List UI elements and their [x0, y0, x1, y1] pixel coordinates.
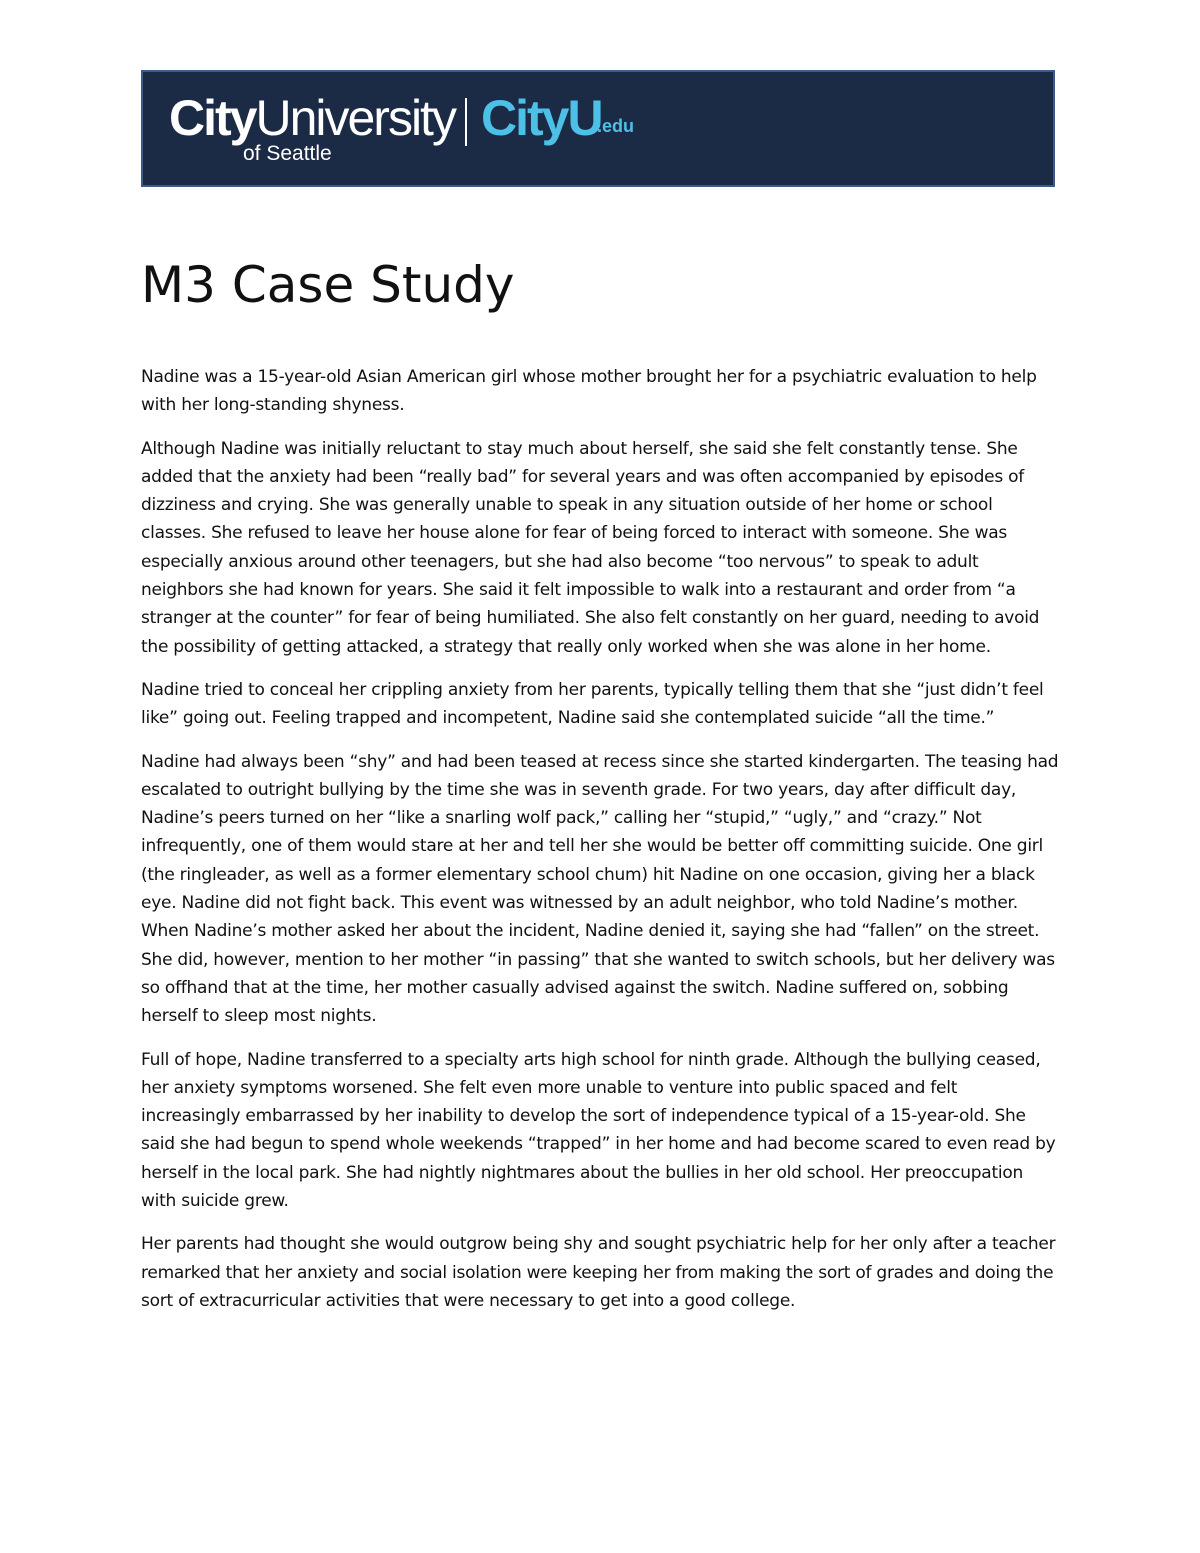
logo-subtitle: of Seattle	[243, 142, 332, 165]
cityu-logo	[169, 86, 729, 176]
logo-cityu: CityU	[481, 90, 602, 146]
logo-word-city: City	[169, 90, 256, 146]
document-body	[141, 363, 1059, 1330]
logo-wordmark	[169, 90, 455, 146]
logo-divider	[465, 98, 467, 146]
paragraph: Nadine was a 15-year-old Asian American girl whose mother brought her for a psychiatric evaluation to help with her long-standing shyness.	[141, 367, 1037, 416]
paragraph: Although Nadine was initially reluctant to stay much about herself, she said she felt constantly tense. She added that the anxiety had been “really bad” for several years and was often accompanied by episodes of dizziness and crying. She was generally unable to speak in any situation outside of her home or school classes. She refused to leave her house alone for fear of being forced to interact with someone. She was especially anxious around other teenagers, but she had also become “too nervous” to speak to adult neighbors she had known for years. She said it felt impossible to walk into a restaurant and order from “a stranger at the counter” for fear of being humiliated. She also felt constantly on her guard, needing to avoid the possibility of getting attacked, a strategy that really only worked when she was alone in her home.	[141, 438, 1040, 657]
header-banner	[141, 70, 1055, 187]
paragraph: Full of hope, Nadine transferred to a specialty arts high school for ninth grade. Although the bullying ceased, her anxiety symptoms worsened. She felt even more unable to venture into public spaced and felt increasingly embarrassed by her inability to develop the sort of independence typical of a 15-year-old. She said she had begun to spend whole weekends “trapped” in her home and had become scared to even read by herself in the local park. She had nightly nightmares about the bullies in her old school. Her preoccupation with suicide grew.	[141, 1049, 1056, 1212]
paragraph: Her parents had thought she would outgrow being shy and sought psychiatric help for her only after a teacher remarked that her anxiety and social isolation were keeping her from making the sort of grades and doing the sort of extracurricular activities that were necessary to get into a good college.	[141, 1234, 1056, 1311]
logo-edu: .edu	[597, 116, 635, 136]
document-title: M3 Case Study	[141, 256, 515, 314]
paragraph: Nadine tried to conceal her crippling anxiety from her parents, typically telling them that she “just didn’t feel like” going out. Feeling trapped and incompetent, Nadine said she contemplated suicide “all the time.”	[141, 679, 1044, 729]
logo-word-university: University	[255, 90, 455, 146]
paragraph: Nadine had always been “shy” and had been teased at recess since she started kindergarten. The teasing had escalated to outright bullying by the time she was in seventh grade. For two years, day after difficult day, Nadine’s peers turned on her “like a snarling wolf pack,” calling her “stupid,” “ugly,” and “crazy.” Not infrequently, one of them would stare at her and tell her she would be better off committing suicide. One girl (the ringleader, as well as a former elementary school chum) hit Nadine on one occasion, giving her a black eye. Nadine did not fight back. This event was witnessed by an adult neighbor, who told Nadine’s mother. When Nadine’s mother asked her about the incident, Nadine denied it, saying she had “fallen” on the street. She did, however, mention to her mother “in passing” that she wanted to switch schools, but her delivery was so offhand that at the time, her mother casually advised against the switch. Nadine suffered on, sobbing herself to sleep most nights.	[141, 751, 1059, 1027]
